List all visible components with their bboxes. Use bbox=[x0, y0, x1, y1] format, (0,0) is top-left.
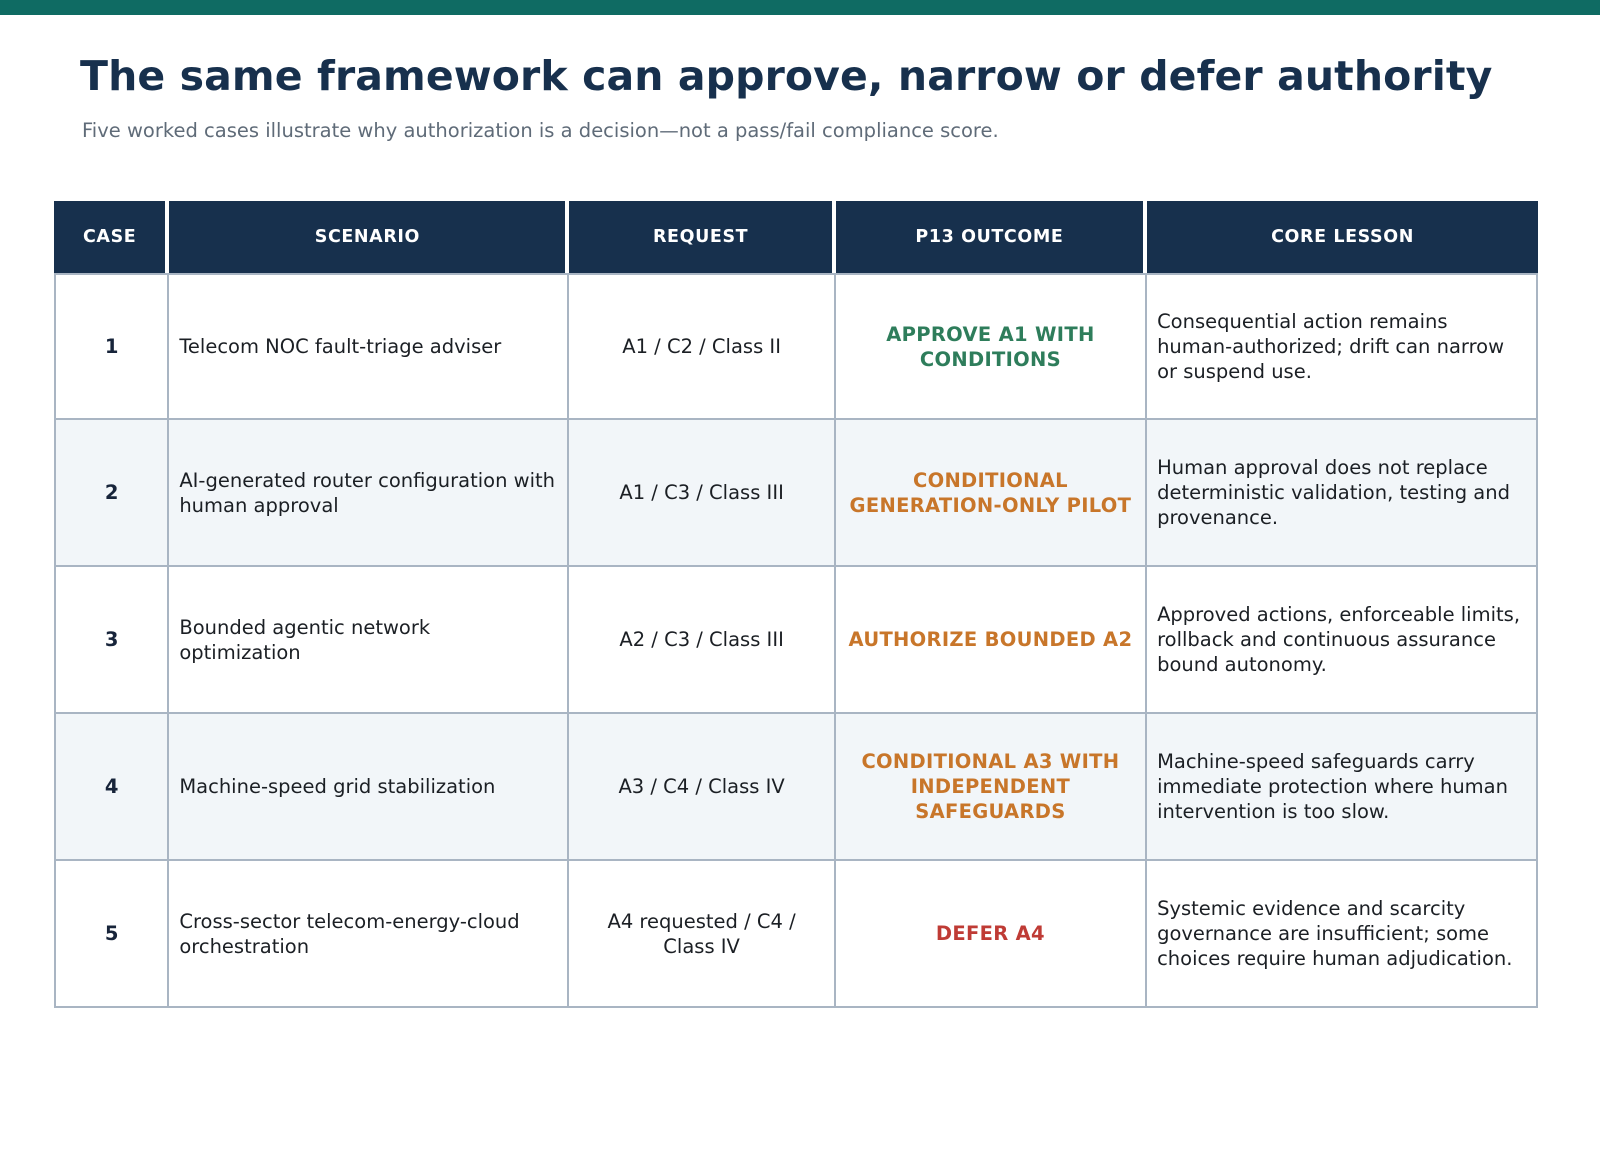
column-header-case: CASE bbox=[54, 201, 169, 273]
outcome-cell: DEFER A4 bbox=[836, 861, 1147, 1008]
case-number: 2 bbox=[54, 420, 169, 567]
case-number: 5 bbox=[54, 861, 169, 1008]
outcome-cell: AUTHORIZE BOUNDED A2 bbox=[836, 567, 1147, 714]
lesson-cell: Machine-speed safeguards carry immediate protection where human intervention is too slow. bbox=[1147, 714, 1538, 861]
request-cell: A1 / C2 / Class II bbox=[569, 273, 835, 420]
table-row bbox=[54, 420, 1538, 567]
outcome-cell: CONDITIONAL A3 WITH INDEPENDENT SAFEGUARDS bbox=[836, 714, 1147, 861]
case-number: 3 bbox=[54, 567, 169, 714]
column-header-outcome: P13 OUTCOME bbox=[836, 201, 1147, 273]
scenario-cell: AI-generated router configuration with human approval bbox=[169, 420, 569, 567]
lesson-cell: Approved actions, enforceable limits, rollback and continuous assurance bound autonomy. bbox=[1147, 567, 1538, 714]
scenario-cell: Cross-sector telecom-energy-cloud orchestration bbox=[169, 861, 569, 1008]
column-header-lesson: CORE LESSON bbox=[1147, 201, 1538, 273]
request-cell: A1 / C3 / Class III bbox=[569, 420, 835, 567]
page-title: The same framework can approve, narrow or defer authority bbox=[80, 52, 1493, 100]
scenario-cell: Bounded agentic network optimization bbox=[169, 567, 569, 714]
request-cell: A4 requested / C4 / Class IV bbox=[569, 861, 835, 1008]
column-header-request: REQUEST bbox=[569, 201, 835, 273]
table-header-row bbox=[54, 201, 1538, 273]
scenario-cell: Machine-speed grid stabilization bbox=[169, 714, 569, 861]
page-subtitle: Five worked cases illustrate why authorization is a decision—not a pass/fail compliance score. bbox=[82, 119, 999, 142]
cases-table bbox=[54, 201, 1538, 1008]
lesson-cell: Human approval does not replace deterministic validation, testing and provenance. bbox=[1147, 420, 1538, 567]
case-number: 1 bbox=[54, 273, 169, 420]
scenario-cell: Telecom NOC fault-triage adviser bbox=[169, 273, 569, 420]
outcome-cell: CONDITIONAL GENERATION-ONLY PILOT bbox=[836, 420, 1147, 567]
request-cell: A2 / C3 / Class III bbox=[569, 567, 835, 714]
case-number: 4 bbox=[54, 714, 169, 861]
table-row bbox=[54, 714, 1538, 861]
top-accent-bar bbox=[0, 0, 1600, 15]
column-header-scenario: SCENARIO bbox=[169, 201, 569, 273]
outcome-cell: APPROVE A1 WITH CONDITIONS bbox=[836, 273, 1147, 420]
lesson-cell: Consequential action remains human-authorized; drift can narrow or suspend use. bbox=[1147, 273, 1538, 420]
table-row bbox=[54, 567, 1538, 714]
request-cell: A3 / C4 / Class IV bbox=[569, 714, 835, 861]
lesson-cell: Systemic evidence and scarcity governance are insufficient; some choices require human adjudication. bbox=[1147, 861, 1538, 1008]
table-row bbox=[54, 273, 1538, 420]
table-row bbox=[54, 861, 1538, 1008]
